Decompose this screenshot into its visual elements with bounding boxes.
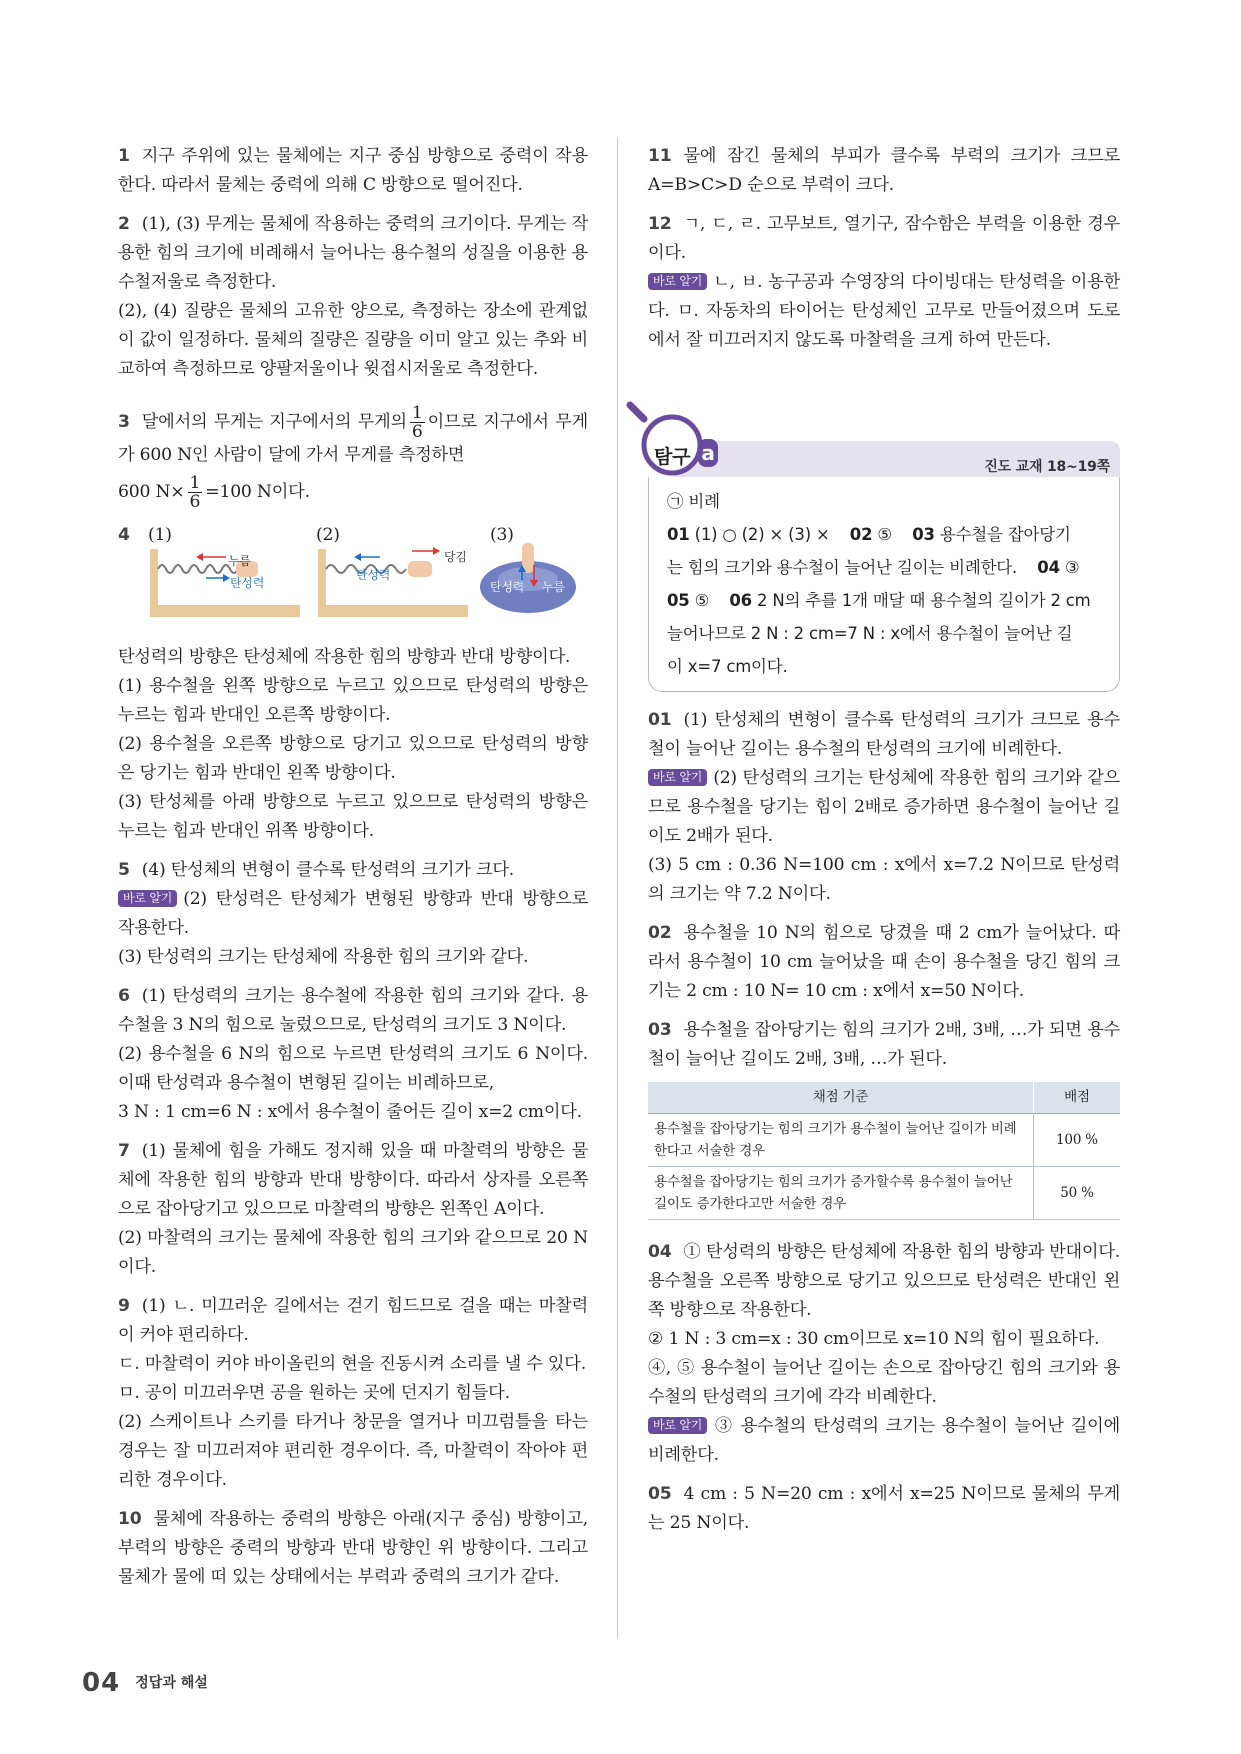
answer-text: (1), (3) 무게는 물체에 작용하는 중력의 크기이다. 무게는 작용한 힘의 크기에 비례해서 늘어나는 용수철의 성질을 이용한 용수철저울로 측정한다. <box>118 214 588 292</box>
inquiry-line <box>667 551 1101 584</box>
inquiry-box <box>648 421 1120 692</box>
elastic-force-figure <box>118 521 588 633</box>
answer-text: ① 탄성력의 방향은 탄성체에 작용한 힘의 방향과 반대이다. 용수철을 오른쪽 방향으로 당기고 있으므로 탄성력은 반대인 왼쪽 방향으로 작용한다. <box>648 1242 1120 1320</box>
inquiry-line: 이 x=7 cm이다. <box>667 657 788 676</box>
figure-label-3: (3) <box>490 525 514 545</box>
floor <box>318 605 468 617</box>
scoring-points: 50 % <box>1034 1167 1121 1220</box>
inquiry-line <box>667 518 1101 551</box>
answer-text: 4 cm : 5 N=20 cm : x에서 x=25 N이므로 물체의 무게는 25 N이다. <box>648 1484 1120 1533</box>
answer-7 <box>118 1137 588 1282</box>
item-number: 1 <box>118 146 130 166</box>
answer-10 <box>118 1505 588 1592</box>
footer-label: 정답과 해설 <box>135 1675 208 1691</box>
figure-label-1: (1) <box>148 525 172 545</box>
textbook-reference: 진도 교재 18~19쪽 <box>984 459 1110 475</box>
answer-01 <box>648 706 1120 909</box>
item-number: 05 <box>648 1484 672 1504</box>
answer-12 <box>648 210 1120 355</box>
inquiry-number: 01 <box>667 525 690 544</box>
answer-text: (3) 탄성체를 아래 방향으로 누르고 있으므로 탄성력의 방향은 누르는 힘과 반대인 위쪽 방향이다. <box>118 792 588 841</box>
inquiry-answer: 2 N의 추를 1개 매달 때 용수철의 길이가 2 cm <box>757 591 1091 610</box>
wall-vertical <box>150 549 158 611</box>
answer-text: ㄱ, ㄷ, ㄹ. 고무보트, 열기구, 잠수함은 부력을 이용한 경우이다. <box>648 214 1120 263</box>
answer-text: (2), (4) 질량은 물체의 고유한 양으로, 측정하는 장소에 관계없이 값이 일정하다. 물체의 질량은 질량을 이미 알고 있는 추와 비교하여 측정하므로 양팔저울이나 윗접시저울로 측정한다. <box>118 301 588 379</box>
inquiry-answer: (1) ○ (2) × (3) × <box>694 525 830 544</box>
pull-arrowhead <box>433 547 440 555</box>
fraction <box>410 404 425 441</box>
column-divider <box>617 138 618 1638</box>
inquiry-answer: 는 힘의 크기와 용수철이 늘어난 길이는 비례한다. <box>667 558 1018 577</box>
scoring-criterion: 용수철을 잡아당기는 힘의 크기가 증가할수록 용수철이 늘어난 길이도 증가한다고만 서술한 경우 <box>648 1167 1034 1220</box>
answer-text: (2) 마찰력의 크기는 물체에 작용한 힘의 크기와 같으므로 20 N이다. <box>118 1228 588 1277</box>
answer-05 <box>648 1480 1120 1538</box>
wall-vertical <box>318 549 326 611</box>
figure-label-2: (2) <box>316 525 340 545</box>
answer-text: ④, ⑤ 용수철이 늘어난 길이는 손으로 잡아당긴 힘의 크기와 용수철의 탄성력의 크기에 각각 비례한다. <box>648 1358 1120 1407</box>
item-number: 4 <box>118 525 130 545</box>
answer-text: (3) 5 cm : 0.36 N=100 cm : x에서 x=7.2 N이므로 탄성력의 크기는 약 7.2 N이다. <box>648 855 1120 904</box>
inquiry-title-mark: a <box>698 439 718 467</box>
inquiry-number: 03 <box>912 525 935 544</box>
label-pull: 당김 <box>444 550 467 564</box>
inquiry-answer: ⑤ <box>694 591 710 610</box>
fraction-numerator: 1 <box>189 473 201 493</box>
label-press: 누름 <box>542 580 565 594</box>
item-number: 6 <box>118 986 130 1006</box>
answer-text: ㄴ, ㅂ. 농구공과 수영장의 다이빙대는 탄성력을 이용한다. ㅁ. 자동차의 타이어는 탄성체인 고무로 만들어졌으며 도로에서 잘 미끄러지지 않도록 마찰력을 크게 하여 만든다. <box>648 272 1120 350</box>
inquiry-body <box>648 477 1120 692</box>
inquiry-line: ㉠ 비례 <box>667 492 720 511</box>
answer-text: (2) 용수철을 6 N의 힘으로 누르면 탄성력의 크기도 6 N이다. 이때 탄성력과 용수철이 변형된 길이는 비례하므로, <box>118 1044 588 1093</box>
answer-6 <box>118 982 588 1127</box>
inquiry-answer: ③ <box>1064 558 1080 577</box>
floor <box>150 605 300 617</box>
item-number: 3 <box>118 412 130 432</box>
fraction-denominator: 6 <box>411 422 423 442</box>
correction-badge: 바로 알기 <box>648 273 707 290</box>
correction-badge: 바로 알기 <box>648 1417 707 1434</box>
table-row <box>648 1114 1120 1167</box>
label-elastic: 탄성력 <box>356 568 391 582</box>
label-elastic: 탄성력 <box>490 580 525 594</box>
inquiry-number: 04 <box>1037 558 1060 577</box>
answer-03 <box>648 1016 1120 1220</box>
hand <box>408 561 432 577</box>
answer-text: 지구 주위에 있는 물체에는 지구 중심 방향으로 중력이 작용한다. 따라서 물체는 중력에 의해 C 방향으로 떨어진다. <box>118 146 588 195</box>
answer-text: (1) 물체에 힘을 가해도 정지해 있을 때 마찰력의 방향은 물체에 작용한 힘의 방향과 반대 방향이다. 따라서 상자를 오른쪽으로 잡아당기고 있으므로 마찰력의 방향은 왼쪽인 A이다. <box>118 1141 588 1219</box>
answer-text: ㅁ. 공이 미끄러우면 공을 원하는 곳에 던지기 힘들다. <box>118 1383 510 1403</box>
scoring-criterion: 용수철을 잡아당기는 힘의 크기가 용수철이 늘어난 길이가 비례한다고 서술한 경우 <box>648 1114 1034 1167</box>
fraction-denominator: 6 <box>189 492 201 512</box>
answer-04 <box>648 1238 1120 1470</box>
correction-badge: 바로 알기 <box>648 769 707 786</box>
answer-text: (1) ㄴ. 미끄러운 길에서는 걷기 힘드므로 걸을 때는 마찰력이 커야 편리하다. <box>118 1296 588 1345</box>
answer-9 <box>118 1292 588 1495</box>
answer-text: 탄성력의 방향은 탄성체에 작용한 힘의 방향과 반대 방향이다. <box>118 647 571 667</box>
inquiry-answer: 용수철을 잡아당기 <box>939 525 1071 544</box>
answer-text: 물체에 작용하는 중력의 방향은 아래(지구 중심) 방향이고, 부력의 방향은 중력의 방향과 반대 방향인 위 방향이다. 그리고 물체가 물에 떠 있는 상태에서는 부력과 중력의 크기가 같다. <box>118 1509 588 1587</box>
item-number: 7 <box>118 1141 130 1161</box>
answer-text: ② 1 N : 3 cm=x : 30 cm이므로 x=10 N의 힘이 필요하다. <box>648 1329 1100 1349</box>
inquiry-answer: ⑤ <box>877 525 892 544</box>
inquiry-line <box>667 584 1101 617</box>
item-number: 9 <box>118 1296 130 1316</box>
answer-text: (1) 용수철을 왼쪽 방향으로 누르고 있으므로 탄성력의 방향은 누르는 힘과 반대인 오른쪽 방향이다. <box>118 676 588 725</box>
spring-compressed <box>158 565 238 573</box>
page-number: 04 <box>82 1668 121 1698</box>
item-number: 11 <box>648 146 672 166</box>
answer-1 <box>118 142 588 200</box>
answer-11 <box>648 142 1120 200</box>
item-number: 10 <box>118 1509 142 1529</box>
answer-text: (3) 탄성력의 크기는 탄성체에 작용한 힘의 크기와 같다. <box>118 947 529 967</box>
fraction-numerator: 1 <box>411 403 423 423</box>
answer-4 <box>118 521 588 846</box>
scoring-table <box>648 1082 1120 1220</box>
item-number: 04 <box>648 1242 672 1262</box>
label-elastic: 탄성력 <box>230 576 265 590</box>
answer-text: (2) 탄성력은 탄성체가 변형된 방향과 반대 방향으로 작용한다. <box>118 889 588 938</box>
left-column <box>118 142 588 1602</box>
answer-text: 물에 잠긴 물체의 부피가 클수록 부력의 크기가 크므로 A=B>C>D 순으로 부력이 크다. <box>648 146 1120 195</box>
answer-text: (1) 탄성력의 크기는 용수철에 작용한 힘의 크기와 같다. 용수철을 3 N의 힘으로 눌렀으므로, 탄성력의 크기도 3 N이다. <box>118 986 588 1035</box>
inquiry-number: 06 <box>729 591 752 610</box>
answer-text: (2) 스케이트나 스키를 타거나 창문을 열거나 미끄럼틀을 타는 경우는 잘 미끄러져야 편리한 경우이다. 즉, 마찰력이 작아야 편리한 경우이다. <box>118 1412 588 1490</box>
item-number: 01 <box>648 710 672 730</box>
answer-3 <box>118 404 588 511</box>
answer-02 <box>648 919 1120 1006</box>
item-number: 12 <box>648 214 672 234</box>
answer-text: 용수철을 10 N의 힘으로 당겼을 때 2 cm가 늘어났다. 따라서 용수철이 10 cm 늘어났을 때 손이 용수철을 당긴 힘의 크기는 2 cm : 10 N= 10 cm : x에서 x=50 N이다. <box>648 923 1120 1001</box>
scoring-header-points: 배점 <box>1034 1082 1121 1114</box>
item-number: 03 <box>648 1020 672 1040</box>
inquiry-header <box>648 421 1120 477</box>
label-press: 누름 <box>228 554 251 568</box>
fraction <box>188 474 203 511</box>
elastic-arrowhead <box>354 553 361 561</box>
answer-text: 이므로 지구에서 무게가 600 N인 사람이 달에 가서 무게를 측정하면 <box>118 412 589 465</box>
answer-text: 3 N : 1 cm=6 N : x에서 용수철이 줄어든 길이 x=2 cm이다. <box>118 1102 582 1122</box>
right-column <box>648 142 1120 1548</box>
answer-text: (2) 용수철을 오른쪽 방향으로 당기고 있으므로 탄성력의 방향은 당기는 힘과 반대인 왼쪽 방향이다. <box>118 734 588 783</box>
item-number: 5 <box>118 860 130 880</box>
table-row <box>648 1167 1120 1220</box>
answer-text: (1) 탄성체의 변형이 클수록 탄성력의 크기가 크므로 용수철이 늘어난 길이는 용수철의 탄성력의 크기에 비례한다. <box>648 710 1120 759</box>
answer-text: 용수철을 잡아당기는 힘의 크기가 2배, 3배, …가 되면 용수철이 늘어난 길이도 2배, 3배, …가 된다. <box>648 1020 1120 1069</box>
answer-text: (4) 탄성체의 변형이 클수록 탄성력의 크기가 크다. <box>141 860 515 880</box>
answer-text: 달에서의 무게는 지구에서의 무게의 <box>141 412 407 432</box>
page-footer <box>82 1668 208 1698</box>
answer-text: =100 N이다. <box>205 482 310 502</box>
inquiry-title: 탐구 <box>654 446 691 468</box>
inquiry-line: 늘어나므로 2 N : 2 cm=7 N : x에서 용수철이 늘어난 길 <box>667 624 1073 643</box>
answer-text: ③ 용수철의 탄성력의 크기는 용수철이 늘어난 길이에 비례한다. <box>648 1416 1120 1465</box>
correction-badge: 바로 알기 <box>118 890 177 907</box>
scoring-header-criteria: 채점 기준 <box>648 1082 1034 1114</box>
answer-text: (2) 탄성력의 크기는 탄성체에 작용한 힘의 크기와 같으므로 용수철을 당기는 힘이 2배로 증가하면 용수철이 늘어난 길이도 2배가 된다. <box>648 768 1120 846</box>
inquiry-number: 02 <box>849 525 873 544</box>
scoring-points: 100 % <box>1034 1114 1121 1167</box>
press-arrowhead <box>196 553 203 561</box>
item-number: 2 <box>118 214 130 234</box>
answer-text: 600 N× <box>118 482 185 502</box>
answer-5 <box>118 856 588 972</box>
inquiry-number: 05 <box>667 591 690 610</box>
answer-text: ㄷ. 마찰력이 커야 바이올린의 현을 진동시켜 소리를 낼 수 있다. <box>118 1354 586 1374</box>
answer-2 <box>118 210 588 384</box>
item-number: 02 <box>648 923 672 943</box>
